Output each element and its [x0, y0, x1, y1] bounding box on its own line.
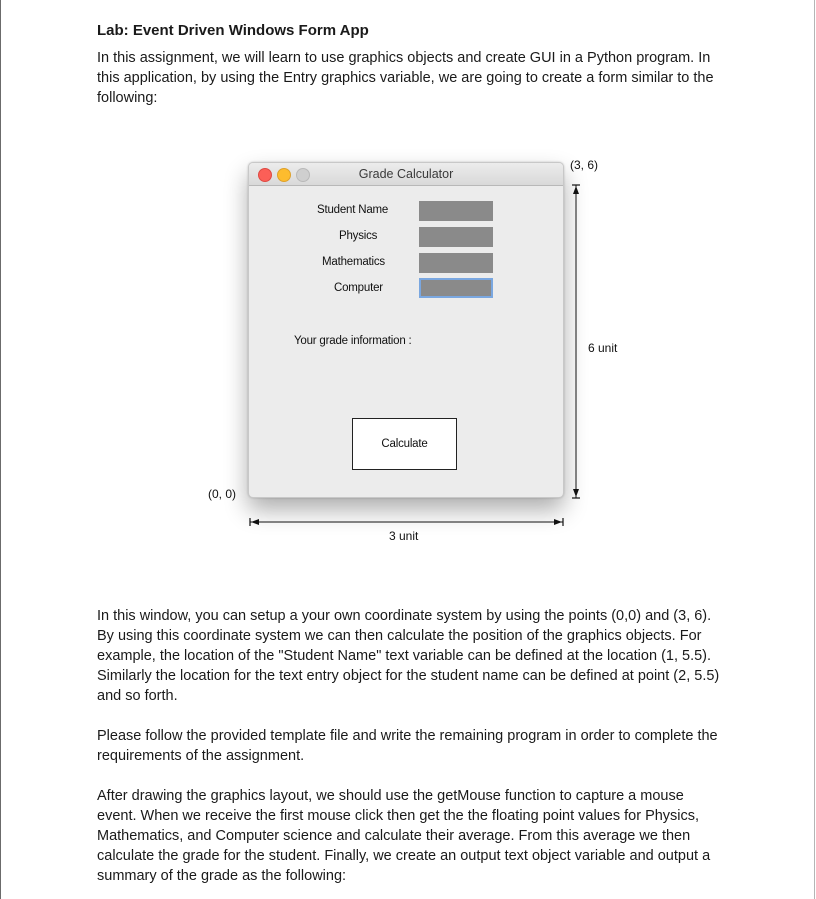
student-name-entry[interactable]: [419, 201, 493, 221]
coordinate-system-paragraph: In this window, you can setup a your own coordinate system by using the points (0,0) and (3, 6). By using this coordinate system we can then calculate the position of the graphics objects. For example, the location of the "Student Name" text variable can be defined at the location (1, 5.5). Similarly the location for the text entry object for the student name can be defined at point (2, 5.5) and so forth.: [97, 608, 720, 704]
top-right-point-label: (3, 6): [570, 158, 599, 172]
computer-entry[interactable]: [419, 278, 493, 298]
width-left-arrowhead: [251, 519, 259, 525]
origin-point-label: (0, 0): [208, 487, 237, 501]
calculate-button[interactable]: Calculate: [352, 418, 457, 470]
document-title: Lab: Event Driven Windows Form App: [97, 22, 369, 39]
page-left-border: [0, 0, 1, 899]
physics-label: Physics: [339, 230, 378, 242]
physics-entry[interactable]: [419, 227, 493, 247]
window-title: Grade Calculator: [358, 167, 454, 181]
template-paragraph: Please follow the provided template file and write the remaining program in order to complete the requirements of the assignment.: [97, 728, 718, 764]
grade-calculator-window: [248, 162, 564, 498]
intro-paragraph: In this assignment, we will learn to use graphics objects and create GUI in a Python program. In this application, by using the Entry graphics variable, we are going to create a form similar to the following:: [97, 50, 714, 106]
student-name-label: Student Name: [317, 204, 389, 216]
width-right-arrowhead: [554, 519, 562, 525]
mathematics-label: Mathematics: [322, 256, 385, 268]
height-unit-label: 6 unit: [588, 341, 618, 355]
mathematics-entry[interactable]: [419, 253, 493, 273]
grade-info-label: Your grade information :: [294, 335, 412, 347]
getmouse-paragraph: After drawing the graphics layout, we should use the getMouse function to capture a mouse event. When we receive the first mouse click then get the the floating point values for Physics, Mathematics, and Computer science and calculate their average. From this average we then calculate the grade for the student. Finally, we create an output text object variable and output a summary of the grade as the following:: [97, 788, 711, 884]
computer-label: Computer: [334, 282, 383, 294]
height-bottom-arrowhead: [573, 489, 579, 497]
page-right-border: [814, 0, 815, 899]
window-titlebar[interactable]: [249, 163, 563, 186]
width-unit-label: 3 unit: [389, 529, 419, 543]
height-top-arrowhead: [573, 186, 579, 194]
